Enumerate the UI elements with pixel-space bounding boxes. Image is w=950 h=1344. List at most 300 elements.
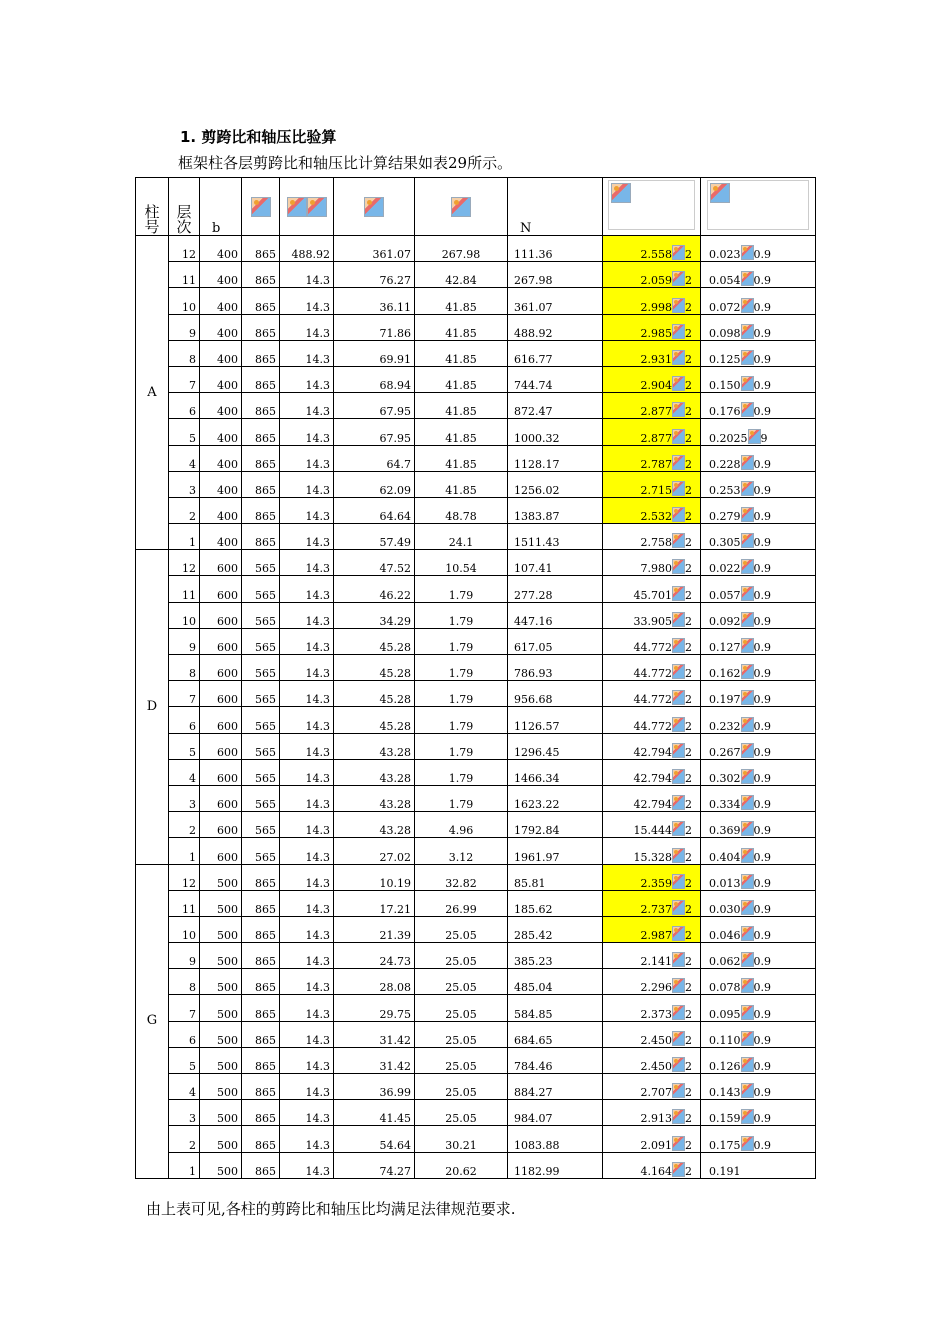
cell-axial-ratio [701,1126,816,1152]
cell-shear-span-ratio [603,812,701,838]
cell-fc: 14.3 [280,419,334,445]
cell-shear-span-ratio [603,1074,701,1100]
cell-m: 64.7 [334,445,415,471]
shear-span-ratio-value: 7.980 [640,562,672,576]
cell-b: 500 [200,864,242,890]
cell-m: 41.45 [334,1100,415,1126]
cell-shear-span-ratio [603,655,701,681]
cell-h0: 865 [242,1047,280,1073]
cell-fc: 14.3 [280,393,334,419]
shear-span-ratio-value: 2.931 [640,352,672,366]
cell-shear-span-ratio [603,916,701,942]
cell-floor: 10 [169,602,200,628]
cell-m: 67.95 [334,419,415,445]
cell-fc: 14.3 [280,288,334,314]
shear-span-ratio-value: 2.059 [640,274,672,288]
cell-n: 784.46 [508,1047,603,1073]
ratio-suffix: 2 [685,641,692,654]
cell-h0: 865 [242,393,280,419]
cell-h0: 865 [242,419,280,445]
header-column-id [136,178,169,236]
cell-fc: 14.3 [280,471,334,497]
shear-span-ratio-value: 2.877 [640,405,672,419]
table-row [136,262,816,288]
cell-b: 500 [200,890,242,916]
axial-ratio-value: 0.057 [709,588,741,602]
axial-limit-value: 9 [760,431,768,445]
cell-b: 600 [200,576,242,602]
header-h0 [242,178,280,236]
broken-image-icon [672,978,685,993]
cell-axial-ratio [701,943,816,969]
broken-image-icon [741,821,754,836]
cell-n: 744.74 [508,366,603,392]
cell-floor: 1 [169,838,200,864]
cell-b: 400 [200,340,242,366]
axial-limit-value: 0.9 [753,798,771,812]
cell-b: 600 [200,838,242,864]
axial-limit-value: 0.9 [753,588,771,602]
cell-fc: 14.3 [280,524,334,550]
cell-axial-ratio [701,969,816,995]
cell-v: 10.54 [415,550,508,576]
cell-m: 17.21 [334,890,415,916]
ratio-suffix: 2 [685,902,692,916]
ratio-suffix: 2 [685,798,692,812]
cell-floor: 9 [169,628,200,654]
cell-v: 3.12 [415,838,508,864]
cell-h0: 565 [242,602,280,628]
cell-v: 25.05 [415,1047,508,1073]
shear-span-ratio-value: 2.998 [640,300,672,314]
header-axial-ratio [701,178,816,236]
shear-span-ratio-value: 15.444 [633,824,672,838]
cell-m: 43.28 [334,759,415,785]
cell-floor: 8 [169,655,200,681]
cell-v: 4.96 [415,812,508,838]
broken-image-icon [741,717,754,732]
column-group-label: A [136,236,169,550]
axial-limit-value: 0.9 [753,876,771,890]
broken-image-icon [741,455,754,470]
cell-axial-ratio [701,340,816,366]
cell-b: 600 [200,759,242,785]
axial-limit-value: 0.9 [753,483,771,497]
cell-floor: 5 [169,1047,200,1073]
cell-n: 85.81 [508,864,603,890]
axial-ratio-value: 0.334 [709,798,741,812]
axial-ratio-value: 0.023 [709,248,741,262]
cell-shear-span-ratio [603,393,701,419]
ratio-suffix: 2 [685,719,692,733]
axial-limit-value: 0.9 [753,1007,771,1021]
cell-shear-span-ratio [603,1152,701,1178]
header-floor [169,178,200,236]
cell-axial-ratio [701,864,816,890]
cell-fc: 14.3 [280,1047,334,1073]
cell-v: 25.05 [415,943,508,969]
cell-m: 36.99 [334,1074,415,1100]
cell-h0: 865 [242,1152,280,1178]
ratio-suffix: 2 [685,379,692,393]
cell-shear-span-ratio [603,969,701,995]
cell-h0: 565 [242,681,280,707]
cell-shear-span-ratio [603,419,701,445]
cell-floor: 9 [169,943,200,969]
cell-shear-span-ratio [603,288,701,314]
broken-image-icon [672,559,685,574]
cell-b: 600 [200,681,242,707]
broken-image-icon [741,298,754,313]
axial-ratio-value: 0.125 [709,352,741,366]
section-heading: 1. 剪跨比和轴压比验算 [180,128,337,146]
cell-h0: 565 [242,576,280,602]
cell-m: 71.86 [334,314,415,340]
broken-image-icon [672,533,685,548]
cell-v: 25.05 [415,1100,508,1126]
axial-limit-value: 0.9 [753,457,771,471]
cell-v: 1.79 [415,681,508,707]
cell-n: 1000.32 [508,419,603,445]
cell-v: 20.62 [415,1152,508,1178]
table-row [136,916,816,942]
cell-h0: 565 [242,655,280,681]
ratio-suffix: 2 [685,981,692,995]
cell-h0: 565 [242,733,280,759]
broken-image-icon [672,1031,685,1046]
cell-floor: 3 [169,471,200,497]
cell-m: 36.11 [334,288,415,314]
cell-b: 400 [200,314,242,340]
cell-b: 500 [200,1047,242,1073]
cell-n: 1466.34 [508,759,603,785]
cell-fc: 14.3 [280,497,334,523]
cell-fc: 14.3 [280,1100,334,1126]
cell-shear-span-ratio [603,445,701,471]
cell-fc: 14.3 [280,576,334,602]
broken-image-icon [672,455,685,470]
shear-span-ratio-value: 2.737 [640,902,672,916]
broken-image-icon [741,507,754,522]
cell-h0: 565 [242,759,280,785]
cell-v: 26.99 [415,890,508,916]
axial-ratio-value: 0.228 [709,457,741,471]
cell-axial-ratio [701,288,816,314]
cell-h0: 565 [242,707,280,733]
broken-image-icon [741,559,754,574]
cell-b: 400 [200,393,242,419]
cell-floor: 10 [169,916,200,942]
cell-h0: 865 [242,471,280,497]
axial-limit-value: 0.9 [753,614,771,628]
cell-n: 1961.97 [508,838,603,864]
cell-v: 41.85 [415,314,508,340]
broken-image-icon [672,900,685,915]
cell-n: 107.41 [508,550,603,576]
cell-fc: 14.3 [280,943,334,969]
broken-image-icon [741,350,754,365]
cell-b: 600 [200,602,242,628]
cell-floor: 8 [169,969,200,995]
broken-image-icon [741,769,754,784]
cell-floor: 12 [169,550,200,576]
axial-limit-value: 0.9 [753,667,771,681]
cell-axial-ratio [701,1152,816,1178]
cell-floor: 5 [169,419,200,445]
table-row [136,602,816,628]
cell-m: 361.07 [334,236,415,262]
axial-limit-value: 0.9 [753,326,771,340]
cell-m: 47.52 [334,550,415,576]
cell-axial-ratio [701,497,816,523]
axial-ratio-value: 0.095 [709,1007,741,1021]
cell-axial-ratio [701,995,816,1021]
cell-h0: 565 [242,812,280,838]
shear-span-ratio-value: 15.328 [633,850,672,864]
shear-span-ratio-value: 2.359 [640,876,672,890]
axial-ratio-value: 0.013 [709,876,741,890]
ratio-suffix: 2 [685,876,692,890]
cell-floor: 3 [169,785,200,811]
header-b [200,178,242,236]
cell-axial-ratio [701,471,816,497]
broken-image-icon [741,874,754,889]
axial-ratio-value: 0.267 [709,745,741,759]
ratio-suffix: 2 [685,588,692,602]
cell-v: 1.79 [415,628,508,654]
cell-fc: 14.3 [280,628,334,654]
axial-ratio-value: 0.150 [709,379,741,393]
axial-ratio-value: 0.072 [709,300,741,314]
cell-v: 25.05 [415,995,508,1021]
cell-h0: 565 [242,838,280,864]
cell-n: 361.07 [508,288,603,314]
cell-floor: 12 [169,864,200,890]
cell-fc: 14.3 [280,812,334,838]
cell-n: 1296.45 [508,733,603,759]
table-row [136,969,816,995]
cell-m: 43.28 [334,812,415,838]
broken-image-icon [741,245,754,260]
cell-shear-span-ratio [603,733,701,759]
shear-span-ratio-value: 2.715 [640,483,672,497]
cell-shear-span-ratio [603,943,701,969]
axial-ratio-value: 0.191 [709,1164,741,1178]
ratio-suffix: 2 [685,248,692,262]
cell-axial-ratio [701,655,816,681]
broken-image-icon [451,197,471,217]
table-row [136,759,816,785]
shear-span-ratio-value: 2.450 [640,1033,672,1047]
cell-axial-ratio [701,1047,816,1073]
axial-ratio-value: 0.046 [709,929,741,943]
axial-limit-value: 0.9 [753,824,771,838]
cell-v: 1.79 [415,707,508,733]
broken-image-icon [672,245,685,260]
cell-m: 62.09 [334,471,415,497]
cell-axial-ratio [701,236,816,262]
cell-v: 32.82 [415,864,508,890]
cell-m: 10.19 [334,864,415,890]
broken-image-icon [741,638,754,653]
cell-m: 29.75 [334,995,415,1021]
axial-limit-value: 0.9 [753,1060,771,1073]
table-row [136,314,816,340]
broken-image-icon [741,1005,754,1020]
cell-shear-span-ratio [603,576,701,602]
cell-shear-span-ratio [603,497,701,523]
cell-h0: 865 [242,288,280,314]
cell-b: 600 [200,733,242,759]
broken-image-icon [672,481,685,496]
shear-span-ratio-value: 2.091 [640,1138,672,1152]
axial-limit-value: 0.9 [753,510,771,524]
cell-m: 64.64 [334,497,415,523]
cell-floor: 6 [169,1021,200,1047]
cell-b: 500 [200,916,242,942]
broken-image-icon [364,197,384,217]
cell-n: 684.65 [508,1021,603,1047]
cell-n: 485.04 [508,969,603,995]
broken-image-icon [307,197,327,217]
ratio-suffix: 2 [685,483,692,497]
axial-limit-value: 0.9 [753,955,771,969]
axial-limit-value: 0.9 [753,745,771,759]
ratio-suffix: 2 [685,824,692,838]
header-n-label: N [520,221,532,236]
broken-image-icon [741,743,754,758]
cell-axial-ratio [701,524,816,550]
table-row [136,340,816,366]
cell-axial-ratio [701,1021,816,1047]
cell-m: 46.22 [334,576,415,602]
cell-m: 43.28 [334,785,415,811]
axial-ratio-value: 0.127 [709,641,741,654]
broken-image-icon [611,183,631,203]
cell-b: 400 [200,524,242,550]
axial-limit-value: 0.9 [753,1033,771,1047]
cell-fc: 14.3 [280,969,334,995]
broken-image-icon [741,402,754,417]
broken-image-icon [672,586,685,601]
cell-floor: 5 [169,733,200,759]
cell-h0: 865 [242,314,280,340]
cell-floor: 9 [169,314,200,340]
cell-h0: 865 [242,262,280,288]
broken-image-icon [672,324,685,339]
cell-v: 41.85 [415,393,508,419]
cell-shear-span-ratio [603,524,701,550]
table-row [136,733,816,759]
cell-axial-ratio [701,419,816,445]
cell-h0: 565 [242,785,280,811]
broken-image-icon [741,586,754,601]
cell-axial-ratio [701,1100,816,1126]
cell-h0: 865 [242,236,280,262]
cell-v: 48.78 [415,497,508,523]
axial-ratio-value: 0.126 [709,1060,741,1073]
cell-fc: 14.3 [280,314,334,340]
shear-span-ratio-value: 44.772 [633,719,672,733]
ratio-suffix: 2 [685,771,692,785]
cell-n: 488.92 [508,314,603,340]
cell-n: 956.68 [508,681,603,707]
header-floor-label: 层 次 [176,203,192,236]
ratio-suffix: 2 [685,850,692,864]
cell-b: 400 [200,497,242,523]
cell-h0: 565 [242,550,280,576]
header-image-frame [608,180,695,230]
ratio-suffix: 2 [685,929,692,943]
axial-limit-value: 0.9 [753,405,771,419]
table-row [136,1021,816,1047]
table-row [136,471,816,497]
cell-h0: 865 [242,524,280,550]
cell-n: 385.23 [508,943,603,969]
cell-v: 41.85 [415,288,508,314]
axial-limit-value: 0.9 [753,1086,771,1100]
ratio-suffix: 2 [685,1060,692,1073]
table-row [136,707,816,733]
cell-n: 616.77 [508,340,603,366]
header-image-frame [707,180,809,230]
cell-fc: 14.3 [280,785,334,811]
cell-v: 267.98 [415,236,508,262]
ratio-suffix: 2 [685,667,692,681]
shear-span-ratio-value: 2.558 [640,248,672,262]
axial-limit-value: 0.9 [753,929,771,943]
column-group-label: G [136,864,169,1178]
cell-b: 400 [200,262,242,288]
cell-fc: 14.3 [280,707,334,733]
cell-floor: 4 [169,1074,200,1100]
intro-text: 框架柱各层剪跨比和轴压比计算结果如表29所示。 [178,154,513,172]
axial-limit-value: 0.9 [753,641,771,654]
table-row [136,393,816,419]
cell-b: 500 [200,969,242,995]
cell-fc: 488.92 [280,236,334,262]
cell-fc: 14.3 [280,733,334,759]
shear-span-ratio-value: 2.758 [640,536,672,550]
axial-limit-value: 0.9 [753,902,771,916]
cell-n: 185.62 [508,890,603,916]
table-row [136,812,816,838]
cell-floor: 7 [169,995,200,1021]
cell-h0: 865 [242,864,280,890]
cell-n: 1182.99 [508,1152,603,1178]
broken-image-icon [672,271,685,286]
cell-b: 400 [200,419,242,445]
cell-v: 41.85 [415,419,508,445]
cell-m: 31.42 [334,1047,415,1073]
cell-axial-ratio [701,890,816,916]
cell-floor: 11 [169,576,200,602]
cell-m: 76.27 [334,262,415,288]
header-m [334,178,415,236]
ratio-suffix: 2 [685,274,692,288]
shear-span-ratio-value: 2.985 [640,326,672,340]
table-row [136,1152,816,1178]
cell-m: 43.28 [334,733,415,759]
axial-ratio-value: 0.232 [709,719,741,733]
ratio-suffix: 2 [685,1164,692,1178]
broken-image-icon [748,429,761,444]
header-fc [280,178,334,236]
table-row [136,1074,816,1100]
shear-span-ratio-value: 2.913 [640,1112,672,1126]
axial-limit-value: 0.9 [753,352,771,366]
axial-ratio-value: 0.098 [709,326,741,340]
